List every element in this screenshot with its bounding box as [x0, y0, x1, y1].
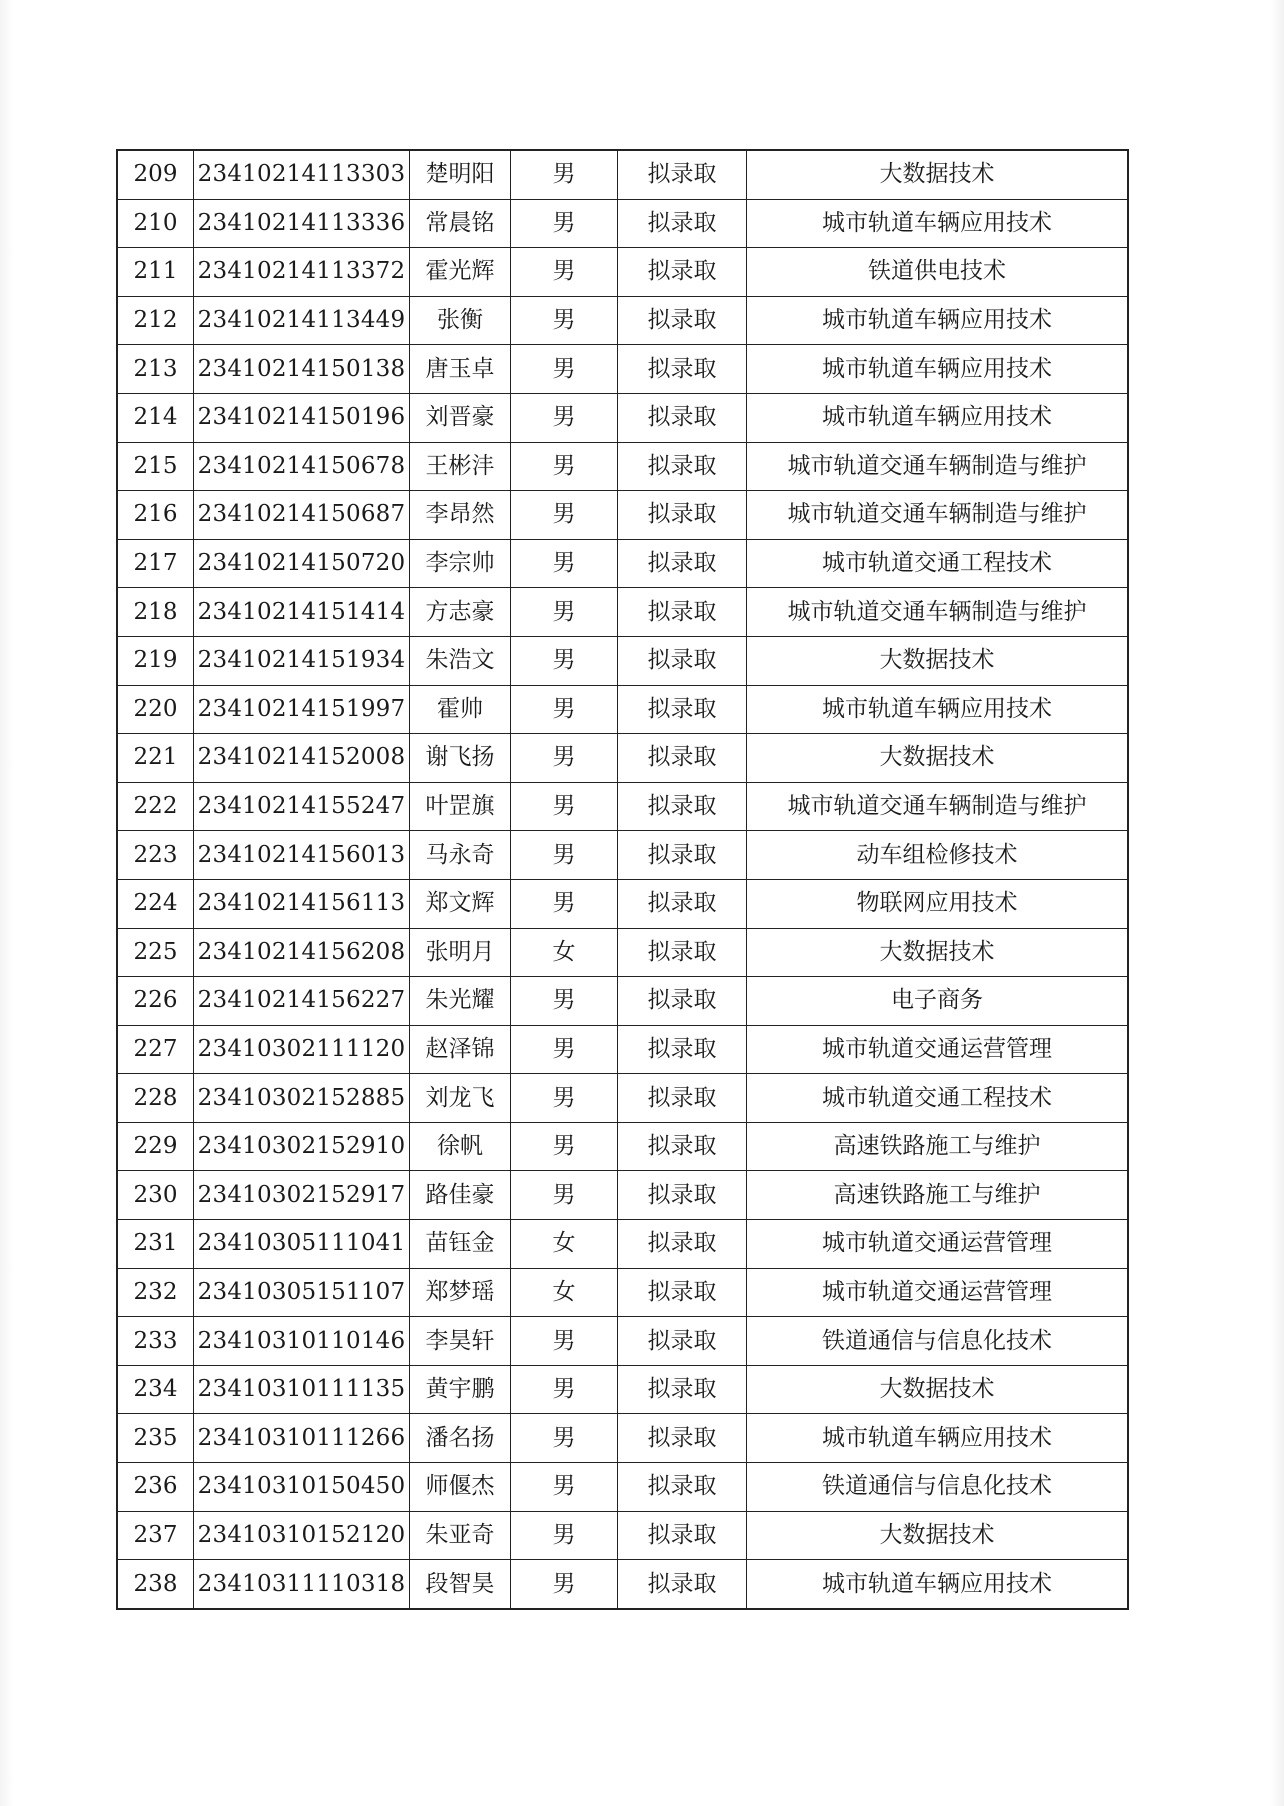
admission-status-cell: 拟录取 [618, 782, 747, 831]
student-name-cell: 朱浩文 [410, 636, 511, 685]
admission-status-cell: 拟录取 [618, 1560, 747, 1609]
table-row [117, 831, 1128, 880]
row-number-cell: 216 [117, 491, 194, 540]
row-number-cell: 222 [117, 782, 194, 831]
student-name-cell: 唐玉卓 [410, 345, 511, 394]
candidate-id-cell: 23410214156113 [194, 879, 410, 928]
major-cell: 大数据技术 [747, 636, 1129, 685]
admission-status-cell: 拟录取 [618, 1171, 747, 1220]
student-name-cell: 郑梦瑶 [410, 1268, 511, 1317]
major-cell: 动车组检修技术 [747, 831, 1129, 880]
table-row [117, 442, 1128, 491]
gender-cell: 男 [511, 1365, 618, 1414]
row-number-cell: 214 [117, 393, 194, 442]
table-row [117, 393, 1128, 442]
student-name-cell: 霍帅 [410, 685, 511, 734]
student-name-cell: 王彬沣 [410, 442, 511, 491]
student-name-cell: 苗钰金 [410, 1220, 511, 1269]
gender-cell: 男 [511, 393, 618, 442]
table-row [117, 1122, 1128, 1171]
gender-cell: 男 [511, 1317, 618, 1366]
major-cell: 高速铁路施工与维护 [747, 1171, 1129, 1220]
admission-status-cell: 拟录取 [618, 491, 747, 540]
candidate-id-cell: 23410214151414 [194, 588, 410, 637]
admission-status-cell: 拟录取 [618, 1074, 747, 1123]
table-row [117, 539, 1128, 588]
table-row [117, 1220, 1128, 1269]
row-number-cell: 235 [117, 1414, 194, 1463]
student-name-cell: 楚明阳 [410, 150, 511, 199]
student-name-cell: 师偃杰 [410, 1463, 511, 1512]
table-row [117, 1365, 1128, 1414]
student-name-cell: 常晨铭 [410, 199, 511, 248]
candidate-id-cell: 23410214113336 [194, 199, 410, 248]
table-row [117, 345, 1128, 394]
row-number-cell: 221 [117, 734, 194, 783]
student-name-cell: 李宗帅 [410, 539, 511, 588]
candidate-id-cell: 23410214156208 [194, 928, 410, 977]
student-name-cell: 方志豪 [410, 588, 511, 637]
admission-status-cell: 拟录取 [618, 636, 747, 685]
candidate-id-cell: 23410214150196 [194, 393, 410, 442]
admission-status-cell: 拟录取 [618, 734, 747, 783]
student-name-cell: 郑文辉 [410, 879, 511, 928]
student-name-cell: 朱光耀 [410, 977, 511, 1026]
student-name-cell: 李昊轩 [410, 1317, 511, 1366]
candidate-id-cell: 23410214156227 [194, 977, 410, 1026]
admission-roster-table [116, 149, 1129, 1610]
candidate-id-cell: 23410302152885 [194, 1074, 410, 1123]
gender-cell: 女 [511, 1268, 618, 1317]
candidate-id-cell: 23410214113372 [194, 248, 410, 297]
student-name-cell: 路佳豪 [410, 1171, 511, 1220]
admission-status-cell: 拟录取 [618, 1268, 747, 1317]
admission-status-cell: 拟录取 [618, 1511, 747, 1560]
major-cell: 城市轨道交通车辆制造与维护 [747, 442, 1129, 491]
candidate-id-cell: 23410214151997 [194, 685, 410, 734]
major-cell: 电子商务 [747, 977, 1129, 1026]
gender-cell: 男 [511, 636, 618, 685]
major-cell: 城市轨道交通车辆制造与维护 [747, 491, 1129, 540]
gender-cell: 男 [511, 1414, 618, 1463]
row-number-cell: 218 [117, 588, 194, 637]
row-number-cell: 229 [117, 1122, 194, 1171]
table-row [117, 1074, 1128, 1123]
admission-status-cell: 拟录取 [618, 1317, 747, 1366]
candidate-id-cell: 23410214150138 [194, 345, 410, 394]
student-name-cell: 叶罡旗 [410, 782, 511, 831]
roster-table-body [117, 150, 1128, 1609]
candidate-id-cell: 23410214150687 [194, 491, 410, 540]
table-row [117, 1511, 1128, 1560]
admission-status-cell: 拟录取 [618, 685, 747, 734]
gender-cell: 男 [511, 1511, 618, 1560]
admission-status-cell: 拟录取 [618, 1220, 747, 1269]
candidate-id-cell: 23410214152008 [194, 734, 410, 783]
gender-cell: 男 [511, 150, 618, 199]
candidate-id-cell: 23410305111041 [194, 1220, 410, 1269]
table-row [117, 636, 1128, 685]
major-cell: 城市轨道车辆应用技术 [747, 1560, 1129, 1609]
table-row [117, 782, 1128, 831]
row-number-cell: 233 [117, 1317, 194, 1366]
admission-status-cell: 拟录取 [618, 928, 747, 977]
admission-status-cell: 拟录取 [618, 296, 747, 345]
major-cell: 城市轨道交通工程技术 [747, 1074, 1129, 1123]
major-cell: 大数据技术 [747, 1365, 1129, 1414]
student-name-cell: 张衡 [410, 296, 511, 345]
student-name-cell: 潘名扬 [410, 1414, 511, 1463]
major-cell: 城市轨道车辆应用技术 [747, 1414, 1129, 1463]
candidate-id-cell: 23410302152910 [194, 1122, 410, 1171]
table-row [117, 928, 1128, 977]
gender-cell: 男 [511, 539, 618, 588]
major-cell: 大数据技术 [747, 734, 1129, 783]
student-name-cell: 朱亚奇 [410, 1511, 511, 1560]
admission-status-cell: 拟录取 [618, 442, 747, 491]
major-cell: 城市轨道交通运营管理 [747, 1220, 1129, 1269]
admission-status-cell: 拟录取 [618, 1365, 747, 1414]
row-number-cell: 238 [117, 1560, 194, 1609]
student-name-cell: 马永奇 [410, 831, 511, 880]
admission-status-cell: 拟录取 [618, 1122, 747, 1171]
student-name-cell: 刘晋豪 [410, 393, 511, 442]
row-number-cell: 212 [117, 296, 194, 345]
major-cell: 城市轨道交通车辆制造与维护 [747, 588, 1129, 637]
candidate-id-cell: 23410214150678 [194, 442, 410, 491]
admission-status-cell: 拟录取 [618, 1463, 747, 1512]
candidate-id-cell: 23410214155247 [194, 782, 410, 831]
admission-status-cell: 拟录取 [618, 831, 747, 880]
major-cell: 城市轨道交通运营管理 [747, 1268, 1129, 1317]
major-cell: 城市轨道车辆应用技术 [747, 199, 1129, 248]
gender-cell: 女 [511, 1220, 618, 1269]
gender-cell: 男 [511, 248, 618, 297]
table-row [117, 1025, 1128, 1074]
gender-cell: 男 [511, 1463, 618, 1512]
row-number-cell: 226 [117, 977, 194, 1026]
admission-status-cell: 拟录取 [618, 1025, 747, 1074]
gender-cell: 男 [511, 442, 618, 491]
major-cell: 城市轨道车辆应用技术 [747, 393, 1129, 442]
gender-cell: 男 [511, 1122, 618, 1171]
candidate-id-cell: 23410305151107 [194, 1268, 410, 1317]
row-number-cell: 230 [117, 1171, 194, 1220]
admission-status-cell: 拟录取 [618, 199, 747, 248]
major-cell: 铁道通信与信息化技术 [747, 1463, 1129, 1512]
candidate-id-cell: 23410302111120 [194, 1025, 410, 1074]
row-number-cell: 209 [117, 150, 194, 199]
table-row [117, 248, 1128, 297]
gender-cell: 男 [511, 1025, 618, 1074]
major-cell: 大数据技术 [747, 1511, 1129, 1560]
admission-status-cell: 拟录取 [618, 393, 747, 442]
table-row [117, 150, 1128, 199]
gender-cell: 男 [511, 588, 618, 637]
student-name-cell: 李昂然 [410, 491, 511, 540]
candidate-id-cell: 23410310150450 [194, 1463, 410, 1512]
major-cell: 大数据技术 [747, 150, 1129, 199]
gender-cell: 男 [511, 491, 618, 540]
table-row [117, 296, 1128, 345]
row-number-cell: 231 [117, 1220, 194, 1269]
student-name-cell: 刘龙飞 [410, 1074, 511, 1123]
student-name-cell: 徐帆 [410, 1122, 511, 1171]
row-number-cell: 219 [117, 636, 194, 685]
gender-cell: 男 [511, 345, 618, 394]
candidate-id-cell: 23410214156013 [194, 831, 410, 880]
row-number-cell: 228 [117, 1074, 194, 1123]
student-name-cell: 段智昊 [410, 1560, 511, 1609]
major-cell: 城市轨道交通车辆制造与维护 [747, 782, 1129, 831]
candidate-id-cell: 23410302152917 [194, 1171, 410, 1220]
candidate-id-cell: 23410310110146 [194, 1317, 410, 1366]
table-row [117, 491, 1128, 540]
gender-cell: 男 [511, 1074, 618, 1123]
candidate-id-cell: 23410214150720 [194, 539, 410, 588]
table-row [117, 879, 1128, 928]
table-row [117, 1560, 1128, 1609]
candidate-id-cell: 23410311110318 [194, 1560, 410, 1609]
major-cell: 城市轨道车辆应用技术 [747, 685, 1129, 734]
row-number-cell: 227 [117, 1025, 194, 1074]
gender-cell: 男 [511, 1171, 618, 1220]
student-name-cell: 黄宇鹏 [410, 1365, 511, 1414]
major-cell: 大数据技术 [747, 928, 1129, 977]
row-number-cell: 232 [117, 1268, 194, 1317]
gender-cell: 男 [511, 734, 618, 783]
row-number-cell: 237 [117, 1511, 194, 1560]
major-cell: 城市轨道交通工程技术 [747, 539, 1129, 588]
candidate-id-cell: 23410310111135 [194, 1365, 410, 1414]
candidate-id-cell: 23410214113303 [194, 150, 410, 199]
gender-cell: 男 [511, 879, 618, 928]
table-row [117, 1268, 1128, 1317]
table-row [117, 588, 1128, 637]
major-cell: 高速铁路施工与维护 [747, 1122, 1129, 1171]
candidate-id-cell: 23410310111266 [194, 1414, 410, 1463]
major-cell: 铁道供电技术 [747, 248, 1129, 297]
row-number-cell: 223 [117, 831, 194, 880]
admission-status-cell: 拟录取 [618, 248, 747, 297]
table-row [117, 1317, 1128, 1366]
admission-status-cell: 拟录取 [618, 1414, 747, 1463]
gender-cell: 女 [511, 928, 618, 977]
admission-status-cell: 拟录取 [618, 977, 747, 1026]
row-number-cell: 217 [117, 539, 194, 588]
student-name-cell: 霍光辉 [410, 248, 511, 297]
candidate-id-cell: 23410214113449 [194, 296, 410, 345]
row-number-cell: 224 [117, 879, 194, 928]
student-name-cell: 张明月 [410, 928, 511, 977]
major-cell: 城市轨道车辆应用技术 [747, 296, 1129, 345]
gender-cell: 男 [511, 199, 618, 248]
row-number-cell: 211 [117, 248, 194, 297]
major-cell: 城市轨道车辆应用技术 [747, 345, 1129, 394]
admission-status-cell: 拟录取 [618, 539, 747, 588]
major-cell: 物联网应用技术 [747, 879, 1129, 928]
admission-status-cell: 拟录取 [618, 150, 747, 199]
row-number-cell: 236 [117, 1463, 194, 1512]
gender-cell: 男 [511, 977, 618, 1026]
student-name-cell: 赵泽锦 [410, 1025, 511, 1074]
table-row [117, 685, 1128, 734]
table-row [117, 199, 1128, 248]
candidate-id-cell: 23410310152120 [194, 1511, 410, 1560]
admission-status-cell: 拟录取 [618, 345, 747, 394]
table-row [117, 1414, 1128, 1463]
table-row [117, 1463, 1128, 1512]
gender-cell: 男 [511, 831, 618, 880]
row-number-cell: 234 [117, 1365, 194, 1414]
admission-status-cell: 拟录取 [618, 588, 747, 637]
admission-status-cell: 拟录取 [618, 879, 747, 928]
row-number-cell: 215 [117, 442, 194, 491]
row-number-cell: 210 [117, 199, 194, 248]
table-row [117, 977, 1128, 1026]
student-name-cell: 谢飞扬 [410, 734, 511, 783]
table-row [117, 734, 1128, 783]
candidate-id-cell: 23410214151934 [194, 636, 410, 685]
table-row [117, 1171, 1128, 1220]
major-cell: 铁道通信与信息化技术 [747, 1317, 1129, 1366]
major-cell: 城市轨道交通运营管理 [747, 1025, 1129, 1074]
row-number-cell: 225 [117, 928, 194, 977]
row-number-cell: 213 [117, 345, 194, 394]
gender-cell: 男 [511, 782, 618, 831]
gender-cell: 男 [511, 685, 618, 734]
gender-cell: 男 [511, 296, 618, 345]
row-number-cell: 220 [117, 685, 194, 734]
gender-cell: 男 [511, 1560, 618, 1609]
